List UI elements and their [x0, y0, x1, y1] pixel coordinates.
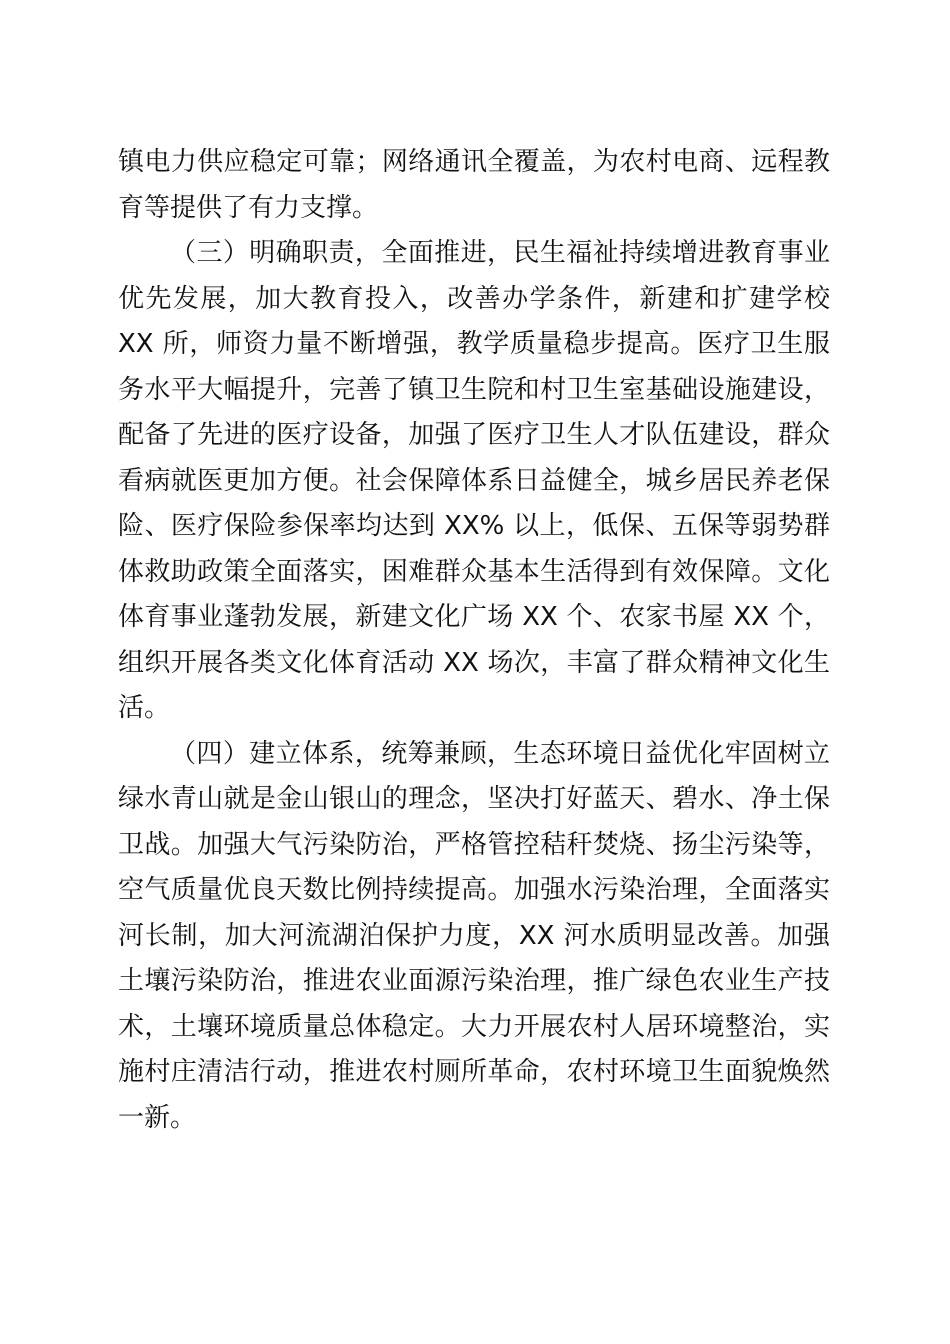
- paragraph-section-4: （四）建立体系，统筹兼顾，生态环境日益优化牢固树立绿水青山就是金山银山的理念，坚决打好蓝天、碧水、净土保卫战。加强大气污染防治，严格管控秸秆焚烧、扬尘污染等，空气质量优良天数比例持续提高。加强水污染治理，全面落实河长制，加大河流湖泊保护力度，XX 河水质明显改善。加强土壤污染防治，推进农业面源污染治理，推广绿色农业生产技术，土壤环境质量总体稳定。大力开展农村人居环境整治，实施村庄清洁行动，推进农村厕所革命，农村环境卫生面貌焕然一新。: [118, 738, 830, 1133]
- paragraph-continuation: 镇电力供应稳定可靠；网络通讯全覆盖，为农村电商、远程教育等提供了有力支撑。: [118, 147, 830, 223]
- paragraph-section-3: （三）明确职责，全面推进，民生福祉持续增进教育事业优先发展，加大教育投入，改善办学条件，新建和扩建学校 XX 所，师资力量不断增强，教学质量稳步提高。医疗卫生服务水平大幅提升，完善了镇卫生院和村卫生室基础设施建设，配备了先进的医疗设备，加强了医疗卫生人才队伍建设，群众看病就医更加方便。社会保障体系日益健全，城乡居民养老保险、医疗保险参保率均达到 XX% 以上，低保、五保等弱势群体救助政策全面落实，困难群众基本生活得到有效保障。文化体育事业蓬勃发展，新建文化广场 XX 个、农家书屋 XX 个，组织开展各类文化体育活动 XX 场次，丰富了群众精神文化生活。: [118, 238, 830, 723]
- document-body: [118, 140, 830, 1141]
